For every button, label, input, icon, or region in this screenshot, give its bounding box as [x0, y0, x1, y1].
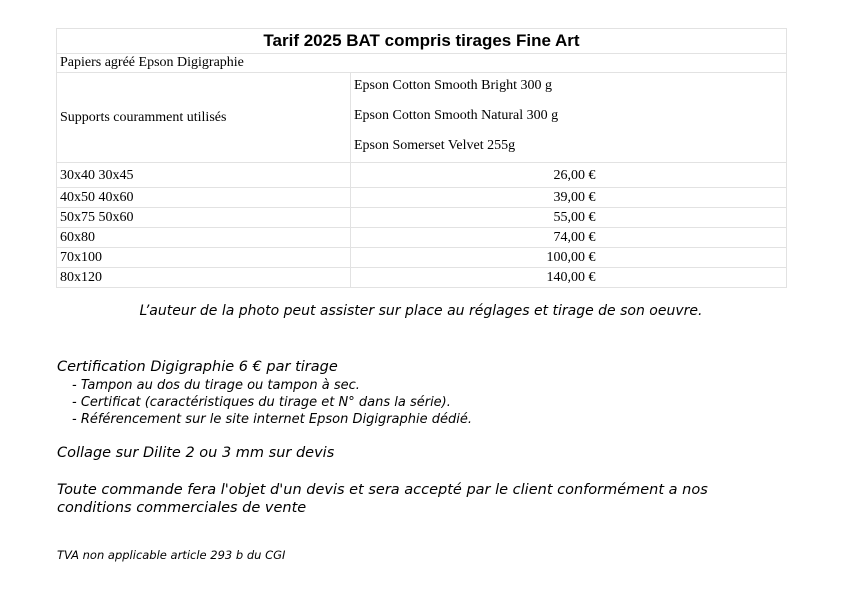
price-cell: 74,00 € — [553, 230, 596, 245]
price-cell: 100,00 € — [546, 250, 596, 265]
support-item: Epson Somerset Velvet 255g — [354, 137, 516, 153]
support-item: Epson Cotton Smooth Natural 300 g — [354, 107, 559, 123]
list-item: - Certificat (caractéristiques du tirage et N° dans la série). — [72, 394, 472, 411]
price-cell: 39,00 € — [553, 190, 596, 205]
size-cell: 30x40 30x45 — [57, 163, 351, 188]
list-item: - Tampon au dos du tirage ou tampon à sec. — [72, 377, 472, 394]
collage-note: Collage sur Dilite 2 ou 3 mm sur devis — [57, 445, 335, 461]
size-cell: 70x100 — [57, 248, 351, 268]
price-table — [56, 28, 787, 288]
table-row — [57, 228, 787, 248]
table-row — [57, 268, 787, 288]
table-row — [57, 163, 787, 188]
size-cell: 80x120 — [57, 268, 351, 288]
certification-title: Certification Digigraphie 6 € par tirage — [57, 359, 338, 375]
size-cell: 50x75 50x60 — [57, 208, 351, 228]
price-cell: 26,00 € — [553, 167, 596, 183]
price-cell: 55,00 € — [553, 210, 596, 225]
author-note: L’auteur de la photo peut assister sur place au réglages et tirage de son oeuvre. — [139, 303, 703, 319]
supports-list — [351, 73, 787, 163]
table-title: Tarif 2025 BAT compris tirages Fine Art — [57, 29, 787, 54]
size-cell: 40x50 40x60 — [57, 188, 351, 208]
table-row — [57, 188, 787, 208]
order-terms: Toute commande fera l'objet d'un devis et sera accepté par le client conformément a nos conditions commerciales de vente — [57, 482, 708, 516]
vat-note: TVA non applicable article 293 b du CGI — [57, 548, 286, 562]
certification-list — [72, 377, 472, 428]
table-row — [57, 248, 787, 268]
support-item: Epson Cotton Smooth Bright 300 g — [354, 77, 552, 93]
table-row — [57, 208, 787, 228]
paper-line: Papiers agréé Epson Digigraphie — [57, 54, 787, 73]
supports-label: Supports couramment utilisés — [57, 73, 351, 163]
price-cell: 140,00 € — [546, 270, 596, 285]
list-item: - Référencement sur le site internet Epson Digigraphie dédié. — [72, 411, 472, 428]
size-cell: 60x80 — [57, 228, 351, 248]
